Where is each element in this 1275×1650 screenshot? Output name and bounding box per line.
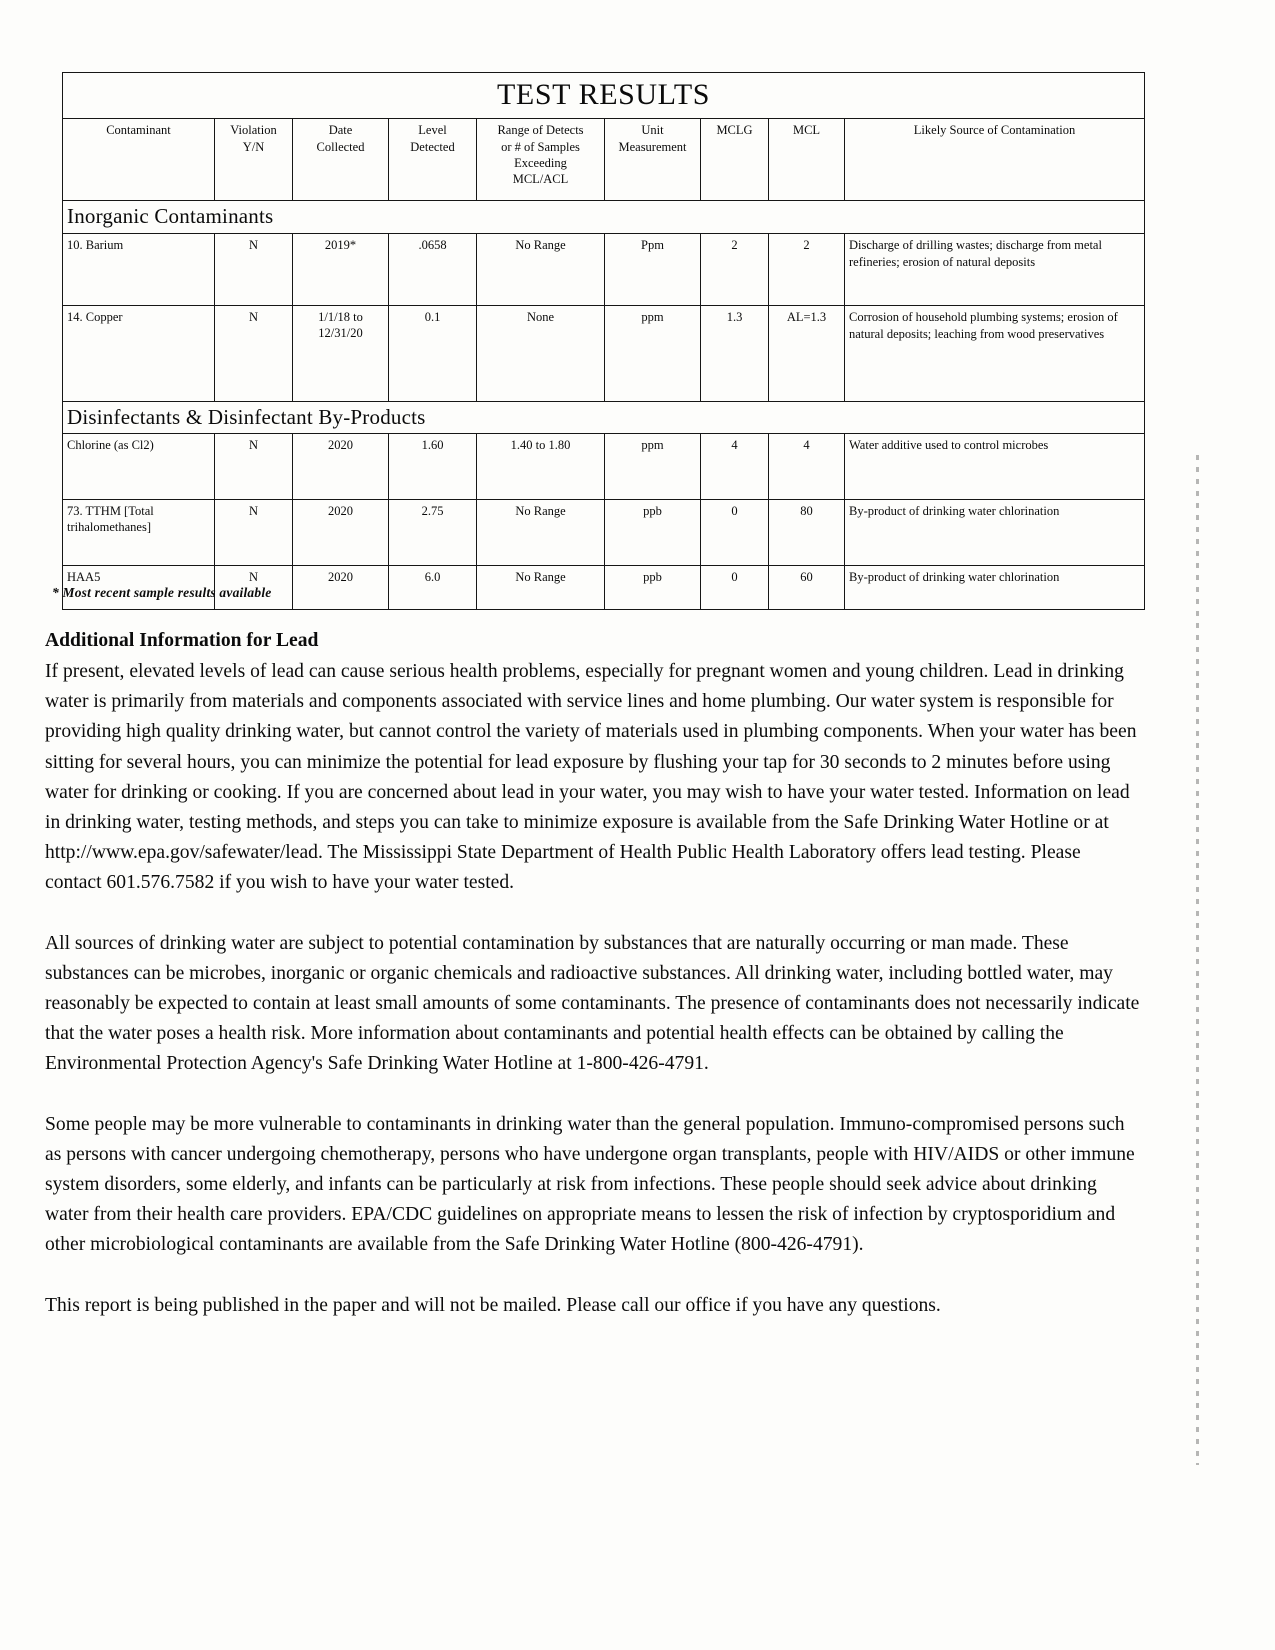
document-body	[45, 626, 1140, 1321]
cell-level-detected: 6.0	[389, 565, 477, 609]
cell-likely-source: Corrosion of household plumbing systems; erosion of natural deposits; leaching from wood preservatives	[845, 305, 1145, 401]
table-title: TEST RESULTS	[63, 73, 1145, 119]
cell-level-detected: .0658	[389, 233, 477, 305]
column-header-level-line1: Level	[418, 123, 447, 138]
test-results-table-container	[62, 72, 1144, 610]
column-header-range-of-detects	[477, 119, 605, 201]
column-header-mcl-label: MCL	[792, 123, 821, 138]
cell-mcl: 4	[769, 433, 845, 499]
cell-range: 1.40 to 1.80	[477, 433, 605, 499]
column-header-mcl	[769, 119, 845, 201]
table-header-row	[63, 119, 1145, 201]
cell-violation: N	[215, 433, 293, 499]
cell-range: No Range	[477, 565, 605, 609]
cell-range: None	[477, 305, 605, 401]
column-header-violation-line1: Violation	[230, 123, 277, 138]
test-results-table	[62, 72, 1145, 610]
cell-mclg: 2	[701, 233, 769, 305]
lead-section-heading: Additional Information for Lead	[45, 630, 319, 651]
column-header-mclg-label: MCLG	[716, 123, 753, 138]
table-title-row	[63, 73, 1145, 119]
cell-contaminant: 73. TTHM [Total trihalomethanes]	[63, 499, 215, 565]
cell-unit: ppm	[605, 305, 701, 401]
cell-violation: N	[215, 233, 293, 305]
cell-likely-source: By-product of drinking water chlorination	[845, 499, 1145, 565]
cell-date-line1: 1/1/18 to	[318, 309, 363, 324]
cell-date-line2: 12/31/20	[318, 325, 363, 340]
column-header-range-line2: or # of Samples	[501, 139, 580, 154]
cell-violation: N	[215, 499, 293, 565]
cell-date-collected	[293, 305, 389, 401]
cell-unit: ppm	[605, 433, 701, 499]
cell-unit: Ppm	[605, 233, 701, 305]
column-header-source-label: Likely Source of Contamination	[913, 123, 1076, 138]
column-header-violation-line2: Y/N	[242, 139, 265, 154]
section-heading-inorganic: Inorganic Contaminants	[63, 201, 1145, 233]
cell-date-collected: 2020	[293, 565, 389, 609]
vulnerable-populations-paragraph: Some people may be more vulnerable to contaminants in drinking water than the general population. Immuno-compromised persons such as persons with cancer undergoing chemotherapy, persons who have undergone organ transplants, people with HIV/AIDS or other immune system disorders, some elderly, and infants can be particularly at risk from infections. These people should seek advice about drinking water from their health care providers. EPA/CDC guidelines on appropriate means to lessen the risk of infection by cryptosporidium and other microbiological contaminants are available from the Safe Drinking Water Hotline (800-426-4791).	[45, 1113, 1135, 1256]
cell-level-detected: 1.60	[389, 433, 477, 499]
cell-mclg: 1.3	[701, 305, 769, 401]
cell-date-collected	[293, 233, 389, 305]
table-row	[63, 233, 1145, 305]
column-header-date-collected	[293, 119, 389, 201]
cell-contaminant: HAA5	[63, 565, 215, 609]
cell-likely-source: Water additive used to control microbes	[845, 433, 1145, 499]
column-header-contaminant	[63, 119, 215, 201]
cell-violation: N	[215, 305, 293, 401]
cell-unit: ppb	[605, 565, 701, 609]
column-header-likely-source	[845, 119, 1145, 201]
cell-range: No Range	[477, 233, 605, 305]
section-heading-row	[63, 201, 1145, 233]
sources-paragraph: All sources of drinking water are subject to potential contamination by substances that are naturally occurring or man made. These substances can be microbes, inorganic or organic chemicals and radioactive substances. All drinking water, including bottled water, may reasonably be expected to contain at least small amounts of some contaminants. The presence of contaminants does not necessarily indicate that the water poses a health risk. More information about contaminants and potential health effects can be obtained by calling the Environmental Protection Agency's Safe Drinking Water Hotline at 1-800-426-4791.	[45, 932, 1140, 1075]
column-header-date-line2: Collected	[316, 139, 365, 154]
column-header-level-detected	[389, 119, 477, 201]
table-row	[63, 433, 1145, 499]
lead-paragraph: If present, elevated levels of lead can cause serious health problems, especially for pregnant women and young children. Lead in drinking water is primarily from materials and components associated with service lines and home plumbing. Our water system is responsible for providing high quality drinking water, but cannot control the variety of materials used in plumbing components. When your water has been sitting for several hours, you can minimize the potential for lead exposure by flushing your tap for 30 seconds to 2 minutes before using water for drinking or cooking. If you are concerned about lead in your water, you may wish to have your water tested. Information on lead in drinking water, testing methods, and steps you can take to minimize exposure is available from the Safe Drinking Water Hotline or at http://www.epa.gov/safewater/lead. The Mississippi State Department of Health Public Health Laboratory offers lead testing. Please contact 601.576.7582 if you wish to have your water tested.	[45, 661, 1137, 894]
cell-level-detected: 0.1	[389, 305, 477, 401]
column-header-contaminant-label: Contaminant	[106, 123, 171, 138]
cell-mcl: 60	[769, 565, 845, 609]
cell-mcl: 2	[769, 233, 845, 305]
cell-date-collected: 2020	[293, 499, 389, 565]
cell-likely-source: By-product of drinking water chlorination	[845, 565, 1145, 609]
column-header-date-line1: Date	[328, 123, 353, 138]
column-header-range-line1: Range of Detects	[497, 123, 584, 138]
scan-edge-artifact	[1196, 455, 1199, 1465]
cell-date-line1: 2019*	[324, 237, 357, 252]
section-heading-row	[63, 401, 1145, 433]
table-row	[63, 305, 1145, 401]
table-footnote: * Most recent sample results available	[52, 585, 272, 600]
cell-mclg: 4	[701, 433, 769, 499]
column-header-unit-measurement	[605, 119, 701, 201]
cell-unit: ppb	[605, 499, 701, 565]
table-row	[63, 499, 1145, 565]
cell-mclg: 0	[701, 499, 769, 565]
cell-violation: N	[215, 565, 293, 609]
column-header-range-line3: Exceeding	[514, 155, 567, 170]
column-header-range-line4: MCL/ACL	[512, 172, 569, 187]
cell-mcl: 80	[769, 499, 845, 565]
cell-mclg: 0	[701, 565, 769, 609]
column-header-unit-line2: Measurement	[618, 139, 687, 154]
column-header-violation	[215, 119, 293, 201]
cell-mcl: AL=1.3	[769, 305, 845, 401]
cell-contaminant: 10. Barium	[63, 233, 215, 305]
cell-range: No Range	[477, 499, 605, 565]
cell-contaminant: 14. Copper	[63, 305, 215, 401]
column-header-unit-line1: Unit	[641, 123, 664, 138]
column-header-level-line2: Detected	[410, 139, 455, 154]
cell-level-detected: 2.75	[389, 499, 477, 565]
section-heading-disinfectants: Disinfectants & Disinfectant By-Products	[63, 401, 1145, 433]
cell-contaminant: Chlorine (as Cl2)	[63, 433, 215, 499]
column-header-mclg	[701, 119, 769, 201]
cell-date-collected: 2020	[293, 433, 389, 499]
closing-paragraph: This report is being published in the paper and will not be mailed. Please call our office if you have any questions.	[45, 1294, 941, 1316]
cell-likely-source: Discharge of drilling wastes; discharge from metal refineries; erosion of natural deposits	[845, 233, 1145, 305]
